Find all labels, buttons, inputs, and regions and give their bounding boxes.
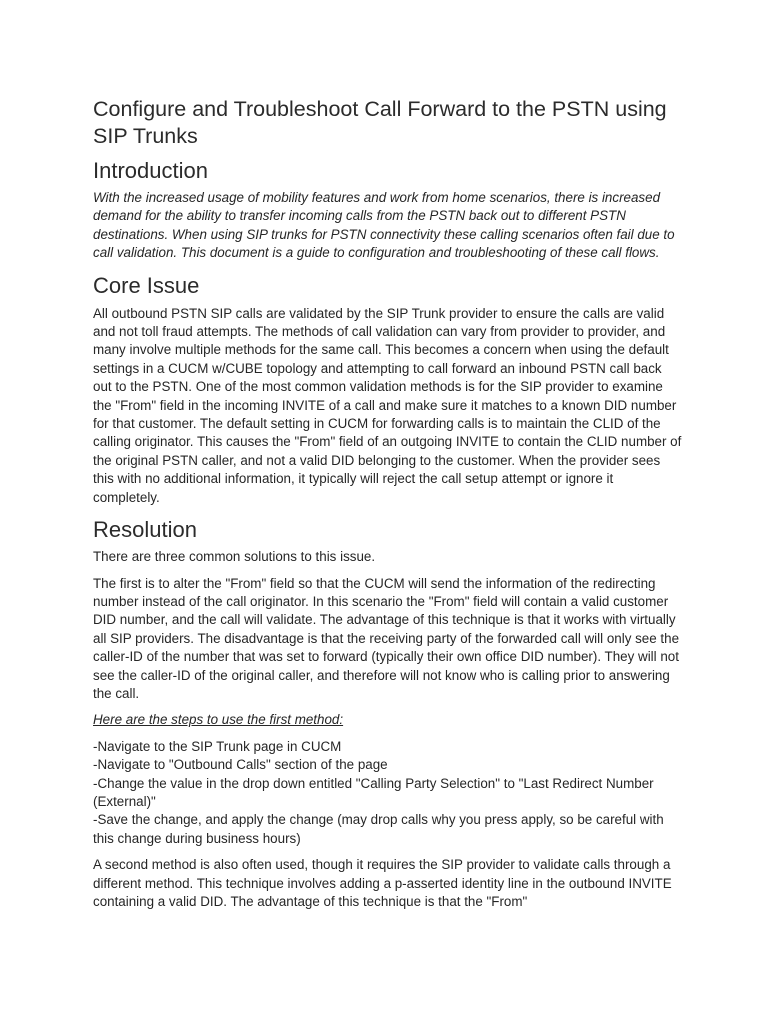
list-item: -Change the value in the drop down entitled "Calling Party Selection" to "Last Redirect Number (External)" xyxy=(93,775,654,809)
list-item: -Navigate to the SIP Trunk page in CUCM xyxy=(93,738,342,754)
list-item: -Navigate to "Outbound Calls" section of the page xyxy=(93,757,388,773)
introduction-text: With the increased usage of mobility features and work from home scenarios, there is increased demand for the ability to transfer incoming calls from the PSTN back out to different PSTN destinations. When using SIP trunks for PSTN connectivity these calling scenarios often fail due to call validation. This document is a guide to configuration and troubleshooting of these call flows. xyxy=(93,190,675,261)
resolution-intro: There are three common solutions to this issue. xyxy=(93,549,376,565)
core-issue-text: All outbound PSTN SIP calls are validated by the SIP Trunk provider to ensure the calls are valid and not toll fraud attempts. The methods of call validation can vary from provider to provider, and many involve multiple methods for the same call. This becomes a concern when using the default settings in a CUCM w/CUBE topology and attempting to call forward an inbound PSTN call back out to the PSTN. One of the most common validation methods is for the SIP provider to examine the "From" field in the incoming INVITE of a call and make sure it matches to a known DID number for that customer. The default setting in CUCM for forwarding calls is to maintain the CLID of the calling originator. This causes the "From" field of an outgoing INVITE to contain the CLID number of the original PSTN caller, and not a valid DID belonging to the customer. When the provider sees this with no additional information, it typically will reject the call setup attempt or ignore it completely. xyxy=(93,305,682,505)
first-method-text: The first is to alter the "From" field so that the CUCM will send the information of the redirecting number instead of the call originator. In this scenario the "From" field will contain a valid customer DID number, and the call will validate. The advantage of this technique is that it works with virtually all SIP providers. The disadvantage is that the receiving party of the forwarded call will only see the caller-ID of the number that was set to forward (typically their own office DID number). They will not see the caller-ID of the original caller, and therefore will not know who is calling prior to answering the call. xyxy=(93,575,680,701)
steps-heading: Here are the steps to use the first method: xyxy=(93,712,344,728)
list-item: -Save the change, and apply the change (may drop calls why you press apply, so be careful with this change during business hours) xyxy=(93,812,664,846)
introduction-heading: Introduction xyxy=(93,158,208,183)
document-page xyxy=(93,96,683,911)
core-issue-heading: Core Issue xyxy=(93,272,200,298)
document-title: Configure and Troubleshoot Call Forward to the PSTN using SIP Trunks xyxy=(93,97,667,148)
second-method-text: A second method is also often used, though it requires the SIP provider to validate calls through a different method. This technique involves adding a p-asserted identity line in the outbound INVITE containing a valid DID. The advantage of this technique is that the "From" xyxy=(93,857,672,909)
resolution-heading: Resolution xyxy=(93,517,197,543)
steps-list xyxy=(93,738,683,848)
